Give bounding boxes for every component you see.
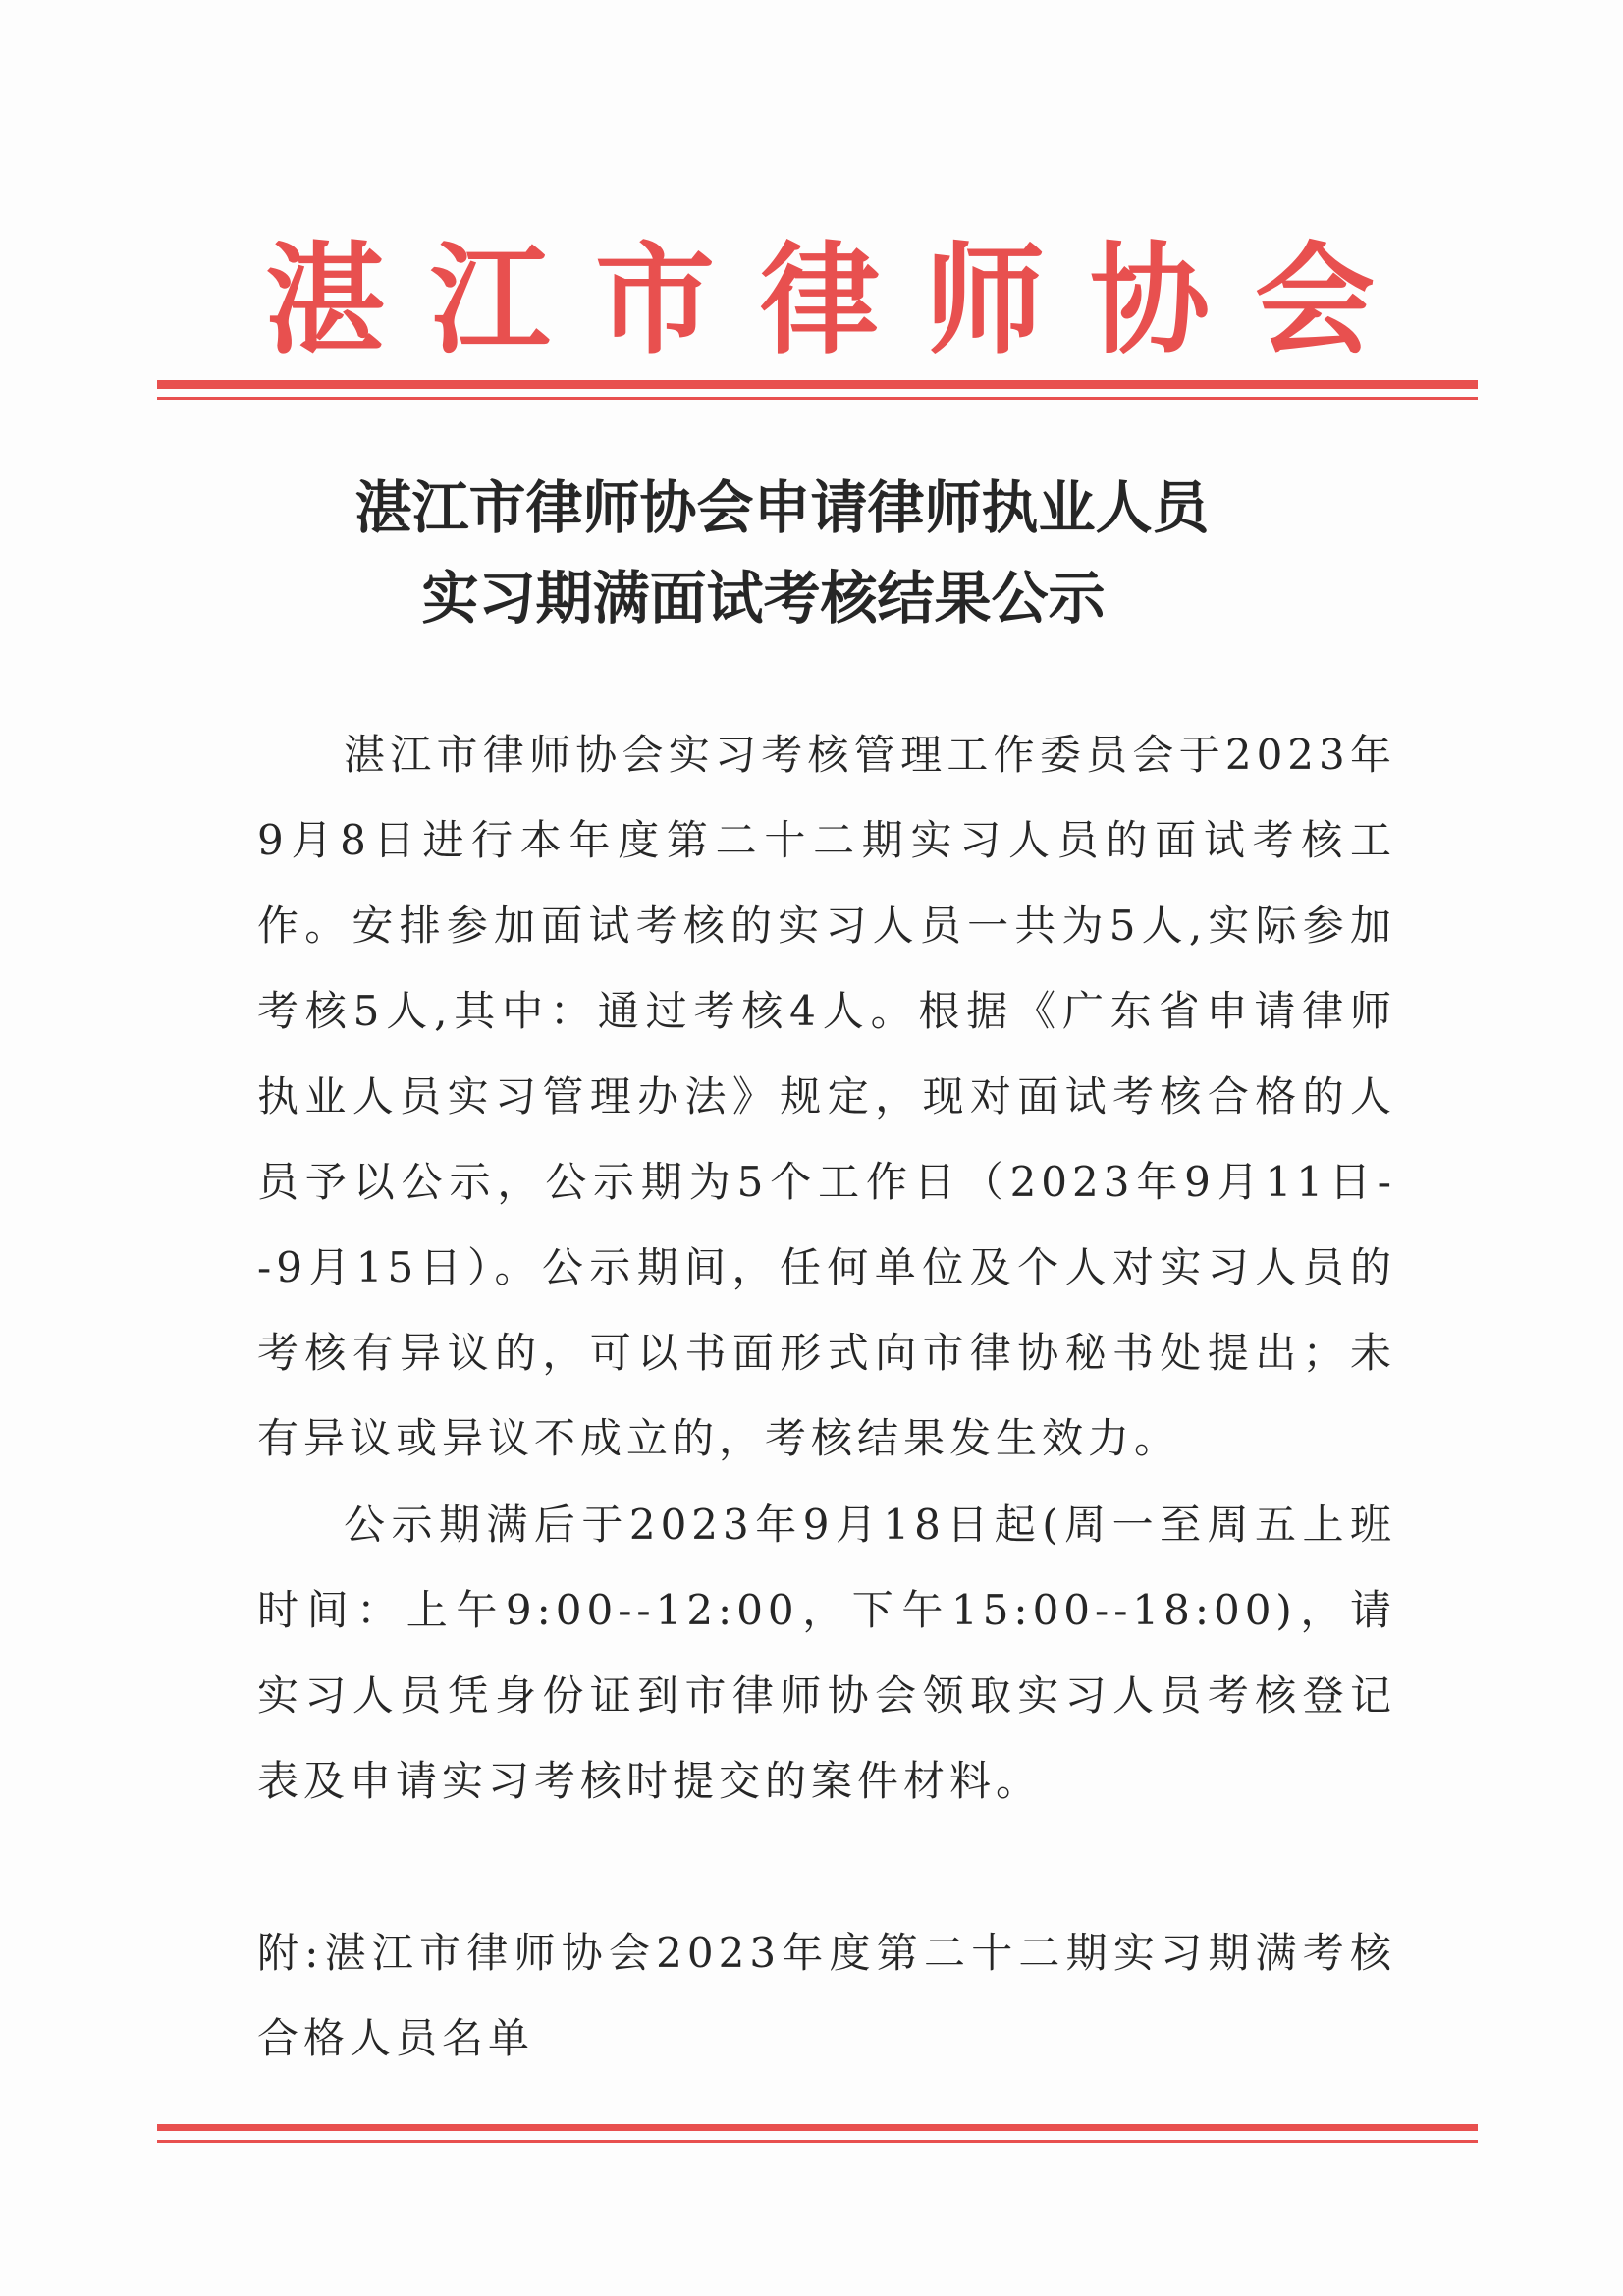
footer-rule-thin [157, 2140, 1478, 2143]
document-title-line-2: 实习期满面试考核结果公示 [421, 565, 1106, 631]
footer-rule-thick [157, 2124, 1478, 2131]
letterhead-org-name: 湛江市律师协会 [265, 230, 1420, 370]
body-paragraph-1: 湛江市律师协会实习考核管理工作委员会于2023年9月8日进行本年度第二十二期实习人员的面试考核工作。安排参加面试考核的实习人员一共为5人,实际参加考核5人,其中：通过考核4人。根据《广东省申请律师执业人员实习管理办法》规定，现对面试考核合格的人员予以公示，公示期为5个工作日（2023年9月11日--9月15日）。公示期间，任何单位及个人对实习人员的考核有异议的，可以书面形式向市律协秘书处提出；未有异议或异议不成立的，考核结果发生效力。 [257, 731, 1396, 1462]
letterhead [157, 211, 1483, 368]
document-title-line-1: 湛江市律师协会申请律师执业人员 [354, 474, 1210, 541]
body-paragraph-2: 公示期满后于2023年9月18日起(周一至周五上班时间：上午9:00--12:00，下午15:00--18:00)，请实习人员凭身份证到市律师协会领取实习人员考核登记表及申请实习考核时提交的案件材料。 [257, 1501, 1396, 1805]
letterhead-rule-thick [157, 380, 1478, 389]
letterhead-rule-thin [157, 397, 1478, 400]
attachment-note: 附:湛江市律师协会2023年度第二十二期实习期满考核合格人员名单 [257, 1929, 1396, 2062]
